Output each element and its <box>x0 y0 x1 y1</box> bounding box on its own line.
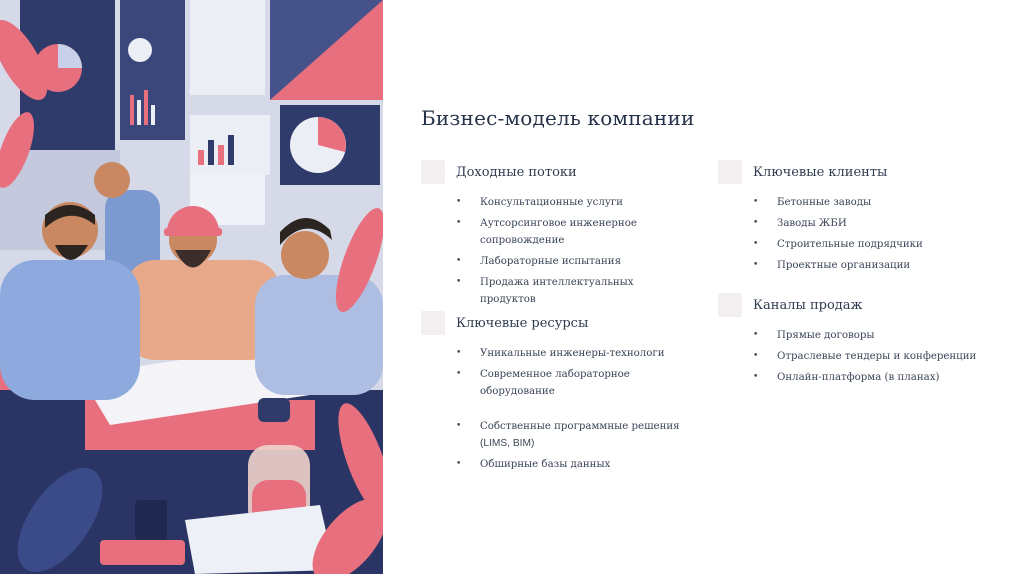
list-item: • Строительные подрядчики <box>753 236 998 253</box>
engineers-at-work-image <box>0 0 383 574</box>
section-title-revenue: Доходные потоки <box>456 164 577 180</box>
list-item: • Онлайн-платформа (в планах) <box>753 369 1008 386</box>
list-item: • Консультационные услуги <box>456 194 691 211</box>
section-marker <box>421 311 445 335</box>
section-title-clients: Ключевые клиенты <box>753 164 888 180</box>
team-illustration <box>0 0 383 574</box>
list-item: • Современное лабораторное оборудование <box>456 366 691 400</box>
page-title: Бизнес-модель компании <box>421 106 695 130</box>
section-clients <box>718 160 998 278</box>
section-marker <box>421 160 445 184</box>
section-marker <box>718 160 742 184</box>
list-item: • Уникальные инженеры-технологи <box>456 345 691 362</box>
section-title-channels: Каналы продаж <box>753 297 863 313</box>
section-revenue <box>421 160 691 312</box>
list-item: • Продажа интеллектуальных продуктов <box>456 274 691 308</box>
section-marker <box>718 293 742 317</box>
list-item: • Обширные базы данных <box>456 456 691 473</box>
list-item-software <box>456 418 691 452</box>
list-item-suffix: (LIMS, BIM) <box>480 438 535 449</box>
section-channels <box>718 293 1008 390</box>
section-title-resources: Ключевые ресурсы <box>456 315 589 331</box>
list-item: • Лабораторные испытания <box>456 253 691 270</box>
list-item: • Отраслевые тендеры и конференции <box>753 348 1008 365</box>
list-item-text: Собственные программные решения <box>480 421 680 432</box>
section-resources <box>421 311 691 477</box>
business-model-panel <box>383 0 1024 574</box>
list-item: • Заводы ЖБИ <box>753 215 998 232</box>
list-item: • Бетонные заводы <box>753 194 998 211</box>
list-item: • Проектные организации <box>753 257 998 274</box>
list-item: • Аутсорсинговое инженерное сопровождение <box>456 215 640 249</box>
list-item: • Прямые договоры <box>753 327 1008 344</box>
